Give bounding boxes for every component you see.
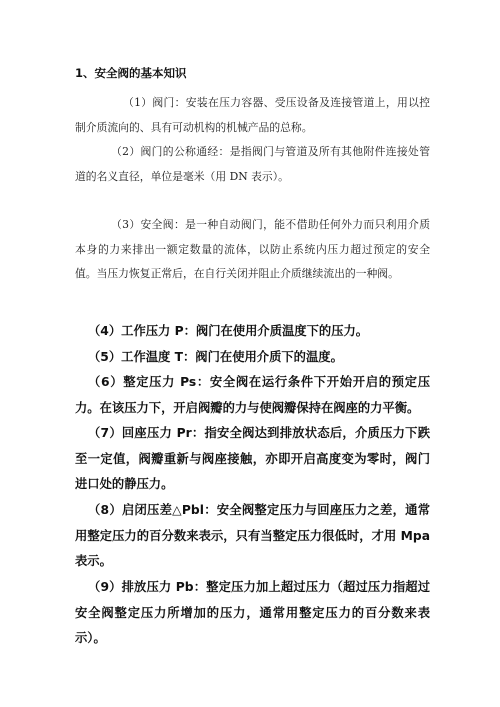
section-heading: 1、安全阀的基本知识 (75, 66, 187, 80)
definition-safety-valve: （3）安全阀：是一种自动阀门，能不借助任何外力而只利用介质本身的力来排出一额定数量的流体，以防止系统内压力超过预定的安全值。当压力恢复正常后，在自行关闭并阻止介质继续流出的一种阀。 (75, 218, 430, 280)
definition-working-pressure: （4）工作压力 P：阀门在使用介质温度下的压力。 (88, 324, 369, 338)
definition-relieving-pressure: （9）排放压力 Pb：整定压力加上超过压力（超过压力指超过安全阀整定压力所增加的压力，通常用整定压力的百分数来表示）。 (75, 580, 430, 645)
definition-set-pressure: （6）整定压力 Ps：安全阀在运行条件下开始开启的预定压力。在该压力下，开启阀瓣的力与使阀瓣保持在阀座的力平衡。 (75, 375, 430, 415)
definition-blowdown: （8）启闭压差△Pbl：安全阀整定压力与回座压力之差，通常用整定压力的百分数来表示，只有当整定压力很低时，才用 Mpa 表示。 (75, 503, 430, 568)
definition-reseating-pressure: （7）回座压力 Pr：指安全阀达到排放状态后，介质压力下跌至一定值，阀瓣重新与阀座接触，亦即开启高度变为零时，阀门进口处的静压力。 (75, 426, 430, 491)
definition-nominal-diameter: （2）阀门的公称通经：是指阀门与管道及所有其他附件连接处管道的名义直径，单位是毫米（用 DN 表示）。 (75, 145, 430, 183)
definition-valve: （1）阀门：安装在压力容器、受压设备及连接管道上，用以控制介质流向的、具有可动机构的机械产品的总称。 (75, 96, 430, 134)
definition-working-temperature: （5）工作温度 T：阀门在使用介质下的温度。 (88, 350, 343, 364)
